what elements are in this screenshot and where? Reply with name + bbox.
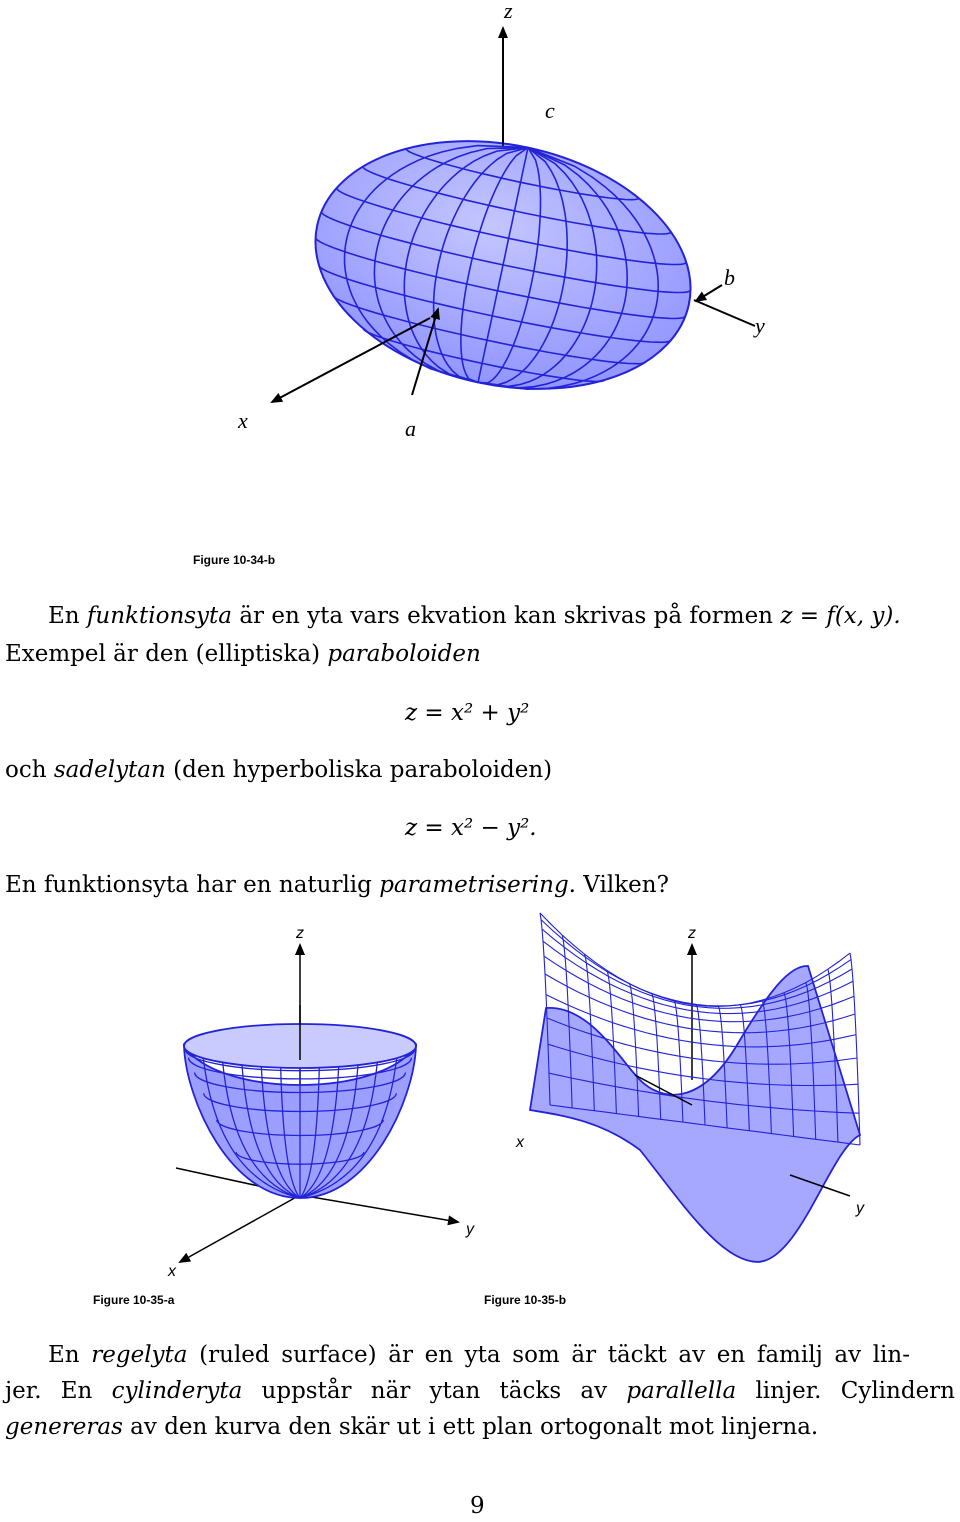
page-number: 9 xyxy=(470,1493,485,1519)
y-label-right: y xyxy=(856,1200,864,1217)
equation-inline: z = f(x, y). xyxy=(780,603,901,629)
x-axis-top xyxy=(272,318,430,402)
equation-saddle: z = x² − y². xyxy=(405,815,537,841)
term-genereras: genereras xyxy=(5,1414,123,1440)
paragraph-regelyta-line2: jer. En cylinderyta uppstår när ytan täcks av parallella linjer. Cylindern xyxy=(5,1378,955,1404)
y-label-top: y xyxy=(755,313,765,338)
z-label-right: z xyxy=(688,925,696,942)
caption-10-35-b: Figure 10-35-b xyxy=(484,1293,567,1307)
caption-10-34-b: Figure 10-34-b xyxy=(193,553,276,567)
b-pointer xyxy=(696,285,722,301)
x-axis-left xyxy=(180,1195,300,1262)
term-regelyta: regelyta xyxy=(91,1342,188,1368)
y-axis-left xyxy=(300,1195,458,1222)
term-sadelytan: sadelytan xyxy=(53,757,166,783)
x-label-left: x xyxy=(168,1263,176,1280)
x-label-right: x xyxy=(516,1134,524,1151)
paragraph-funktionsyta: En funktionsyta är en yta vars ekvation kan skrivas på formen z = f(x, y). xyxy=(48,603,901,629)
term-funktionsyta: funktionsyta xyxy=(86,603,233,629)
x-label-top: x xyxy=(238,408,248,433)
c-label: c xyxy=(545,98,555,123)
y-axis-top xyxy=(694,300,755,326)
saddle-figure xyxy=(484,913,865,1307)
term-parametrisering: parametrisering xyxy=(379,872,569,898)
ellipsoid-figure xyxy=(193,0,765,567)
y-label-left: y xyxy=(466,1221,474,1238)
paragraph-regelyta-line3: genereras av den kurva den skär ut i ett plan ortogonalt mot linjerna. xyxy=(5,1414,819,1440)
caption-10-35-a: Figure 10-35-a xyxy=(93,1293,175,1307)
saddle-surface xyxy=(530,913,860,1262)
paragraph-regelyta-line1: En regelyta (ruled surface) är en yta som är täckt av en familj av lin- xyxy=(48,1342,911,1368)
ellipsoid-surface xyxy=(292,108,714,422)
equation-paraboloid: z = x² + y² xyxy=(405,700,530,726)
paraboloid-figure xyxy=(93,925,475,1307)
paragraph-exempel: Exempel är den (elliptiska) paraboloiden xyxy=(5,641,481,667)
z-label-top: z xyxy=(504,0,513,23)
term-parallella: parallella xyxy=(626,1378,737,1404)
term-cylinderyta: cylinderyta xyxy=(111,1378,243,1404)
b-label: b xyxy=(724,265,735,290)
z-label-left: z xyxy=(296,925,304,942)
paragraph-sadelytan: och sadelytan (den hyperboliska paraboloiden) xyxy=(5,757,553,783)
paragraph-parametrisering: En funktionsyta har en naturlig parametrisering. Vilken? xyxy=(5,872,669,898)
term-paraboloiden: paraboloiden xyxy=(327,641,481,667)
a-label: a xyxy=(405,416,416,441)
